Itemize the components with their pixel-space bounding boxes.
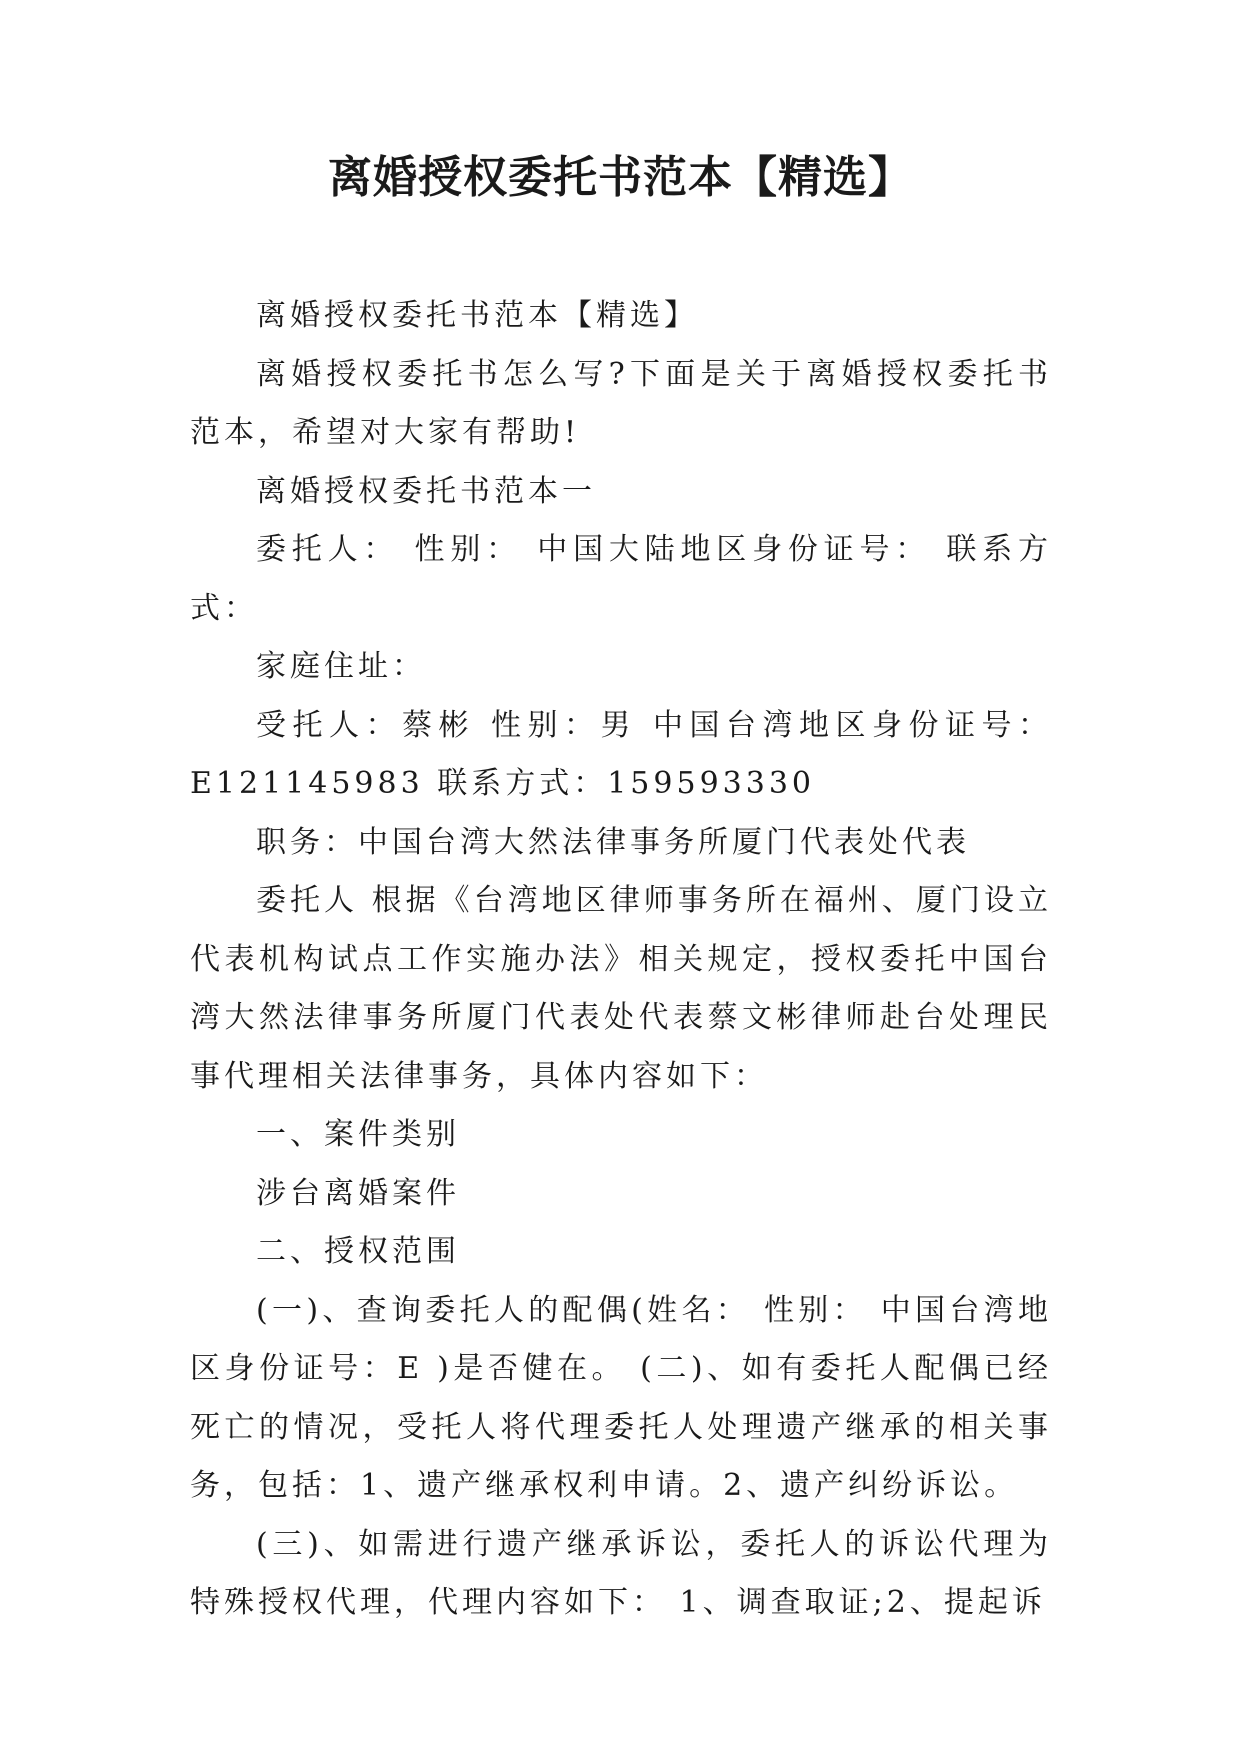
paragraph-authorization: 委托人 根据《台湾地区律师事务所在福州、厦门设立代表机构试点工作实施办法》相关规定，授权委托中国台湾大然法律事务所厦门代表处代表蔡文彬律师赴台处理民事代理相关法律事务，具体内容如下： (190, 883, 1052, 1094)
paragraph-scope-3: (三)、如需进行遗产继承诉讼，委托人的诉讼代理为特殊授权代理，代理内容如下： 1、调查取证;2、提起诉 (190, 1526, 1052, 1620)
paragraph-position: 职务：中国台湾大然法律事务所厦门代表处代表 (256, 824, 970, 860)
paragraph-intro: 离婚授权委托书怎么写?下面是关于离婚授权委托书范本，希望对大家有帮助! (190, 356, 1052, 450)
paragraph-case-type: 涉台离婚案件 (256, 1175, 460, 1211)
paragraph-principal: 委托人： 性别： 中国大陆地区身份证号： 联系方式： (190, 532, 1052, 626)
paragraph-agent: 受托人：蔡彬 性别：男 中国台湾地区身份证号：E121145983 联系方式：159593330 (190, 707, 1052, 801)
paragraph-address: 家庭住址： (256, 649, 426, 684)
paragraph-sample-title: 离婚授权委托书范本一 (256, 473, 596, 509)
document-body (190, 287, 1052, 1633)
paragraph-scope-heading: 二、授权范围 (256, 1234, 460, 1269)
document-title: 离婚授权委托书范本【精选】 (328, 152, 913, 203)
paragraph-scope-1-2: (一)、查询委托人的配偶(姓名： 性别： 中国台湾地区身份证号：E )是否健在。 (二)、如有委托人配偶已经死亡的情况，受托人将代理委托人处理遗产继承的相关事务，包括：1、遗产继承权利申请。2、遗产纠纷诉讼。 (190, 1292, 1052, 1503)
paragraph-heading: 离婚授权委托书范本【精选】 (256, 298, 698, 333)
paragraph-case-type-heading: 一、案件类别 (256, 1117, 460, 1152)
